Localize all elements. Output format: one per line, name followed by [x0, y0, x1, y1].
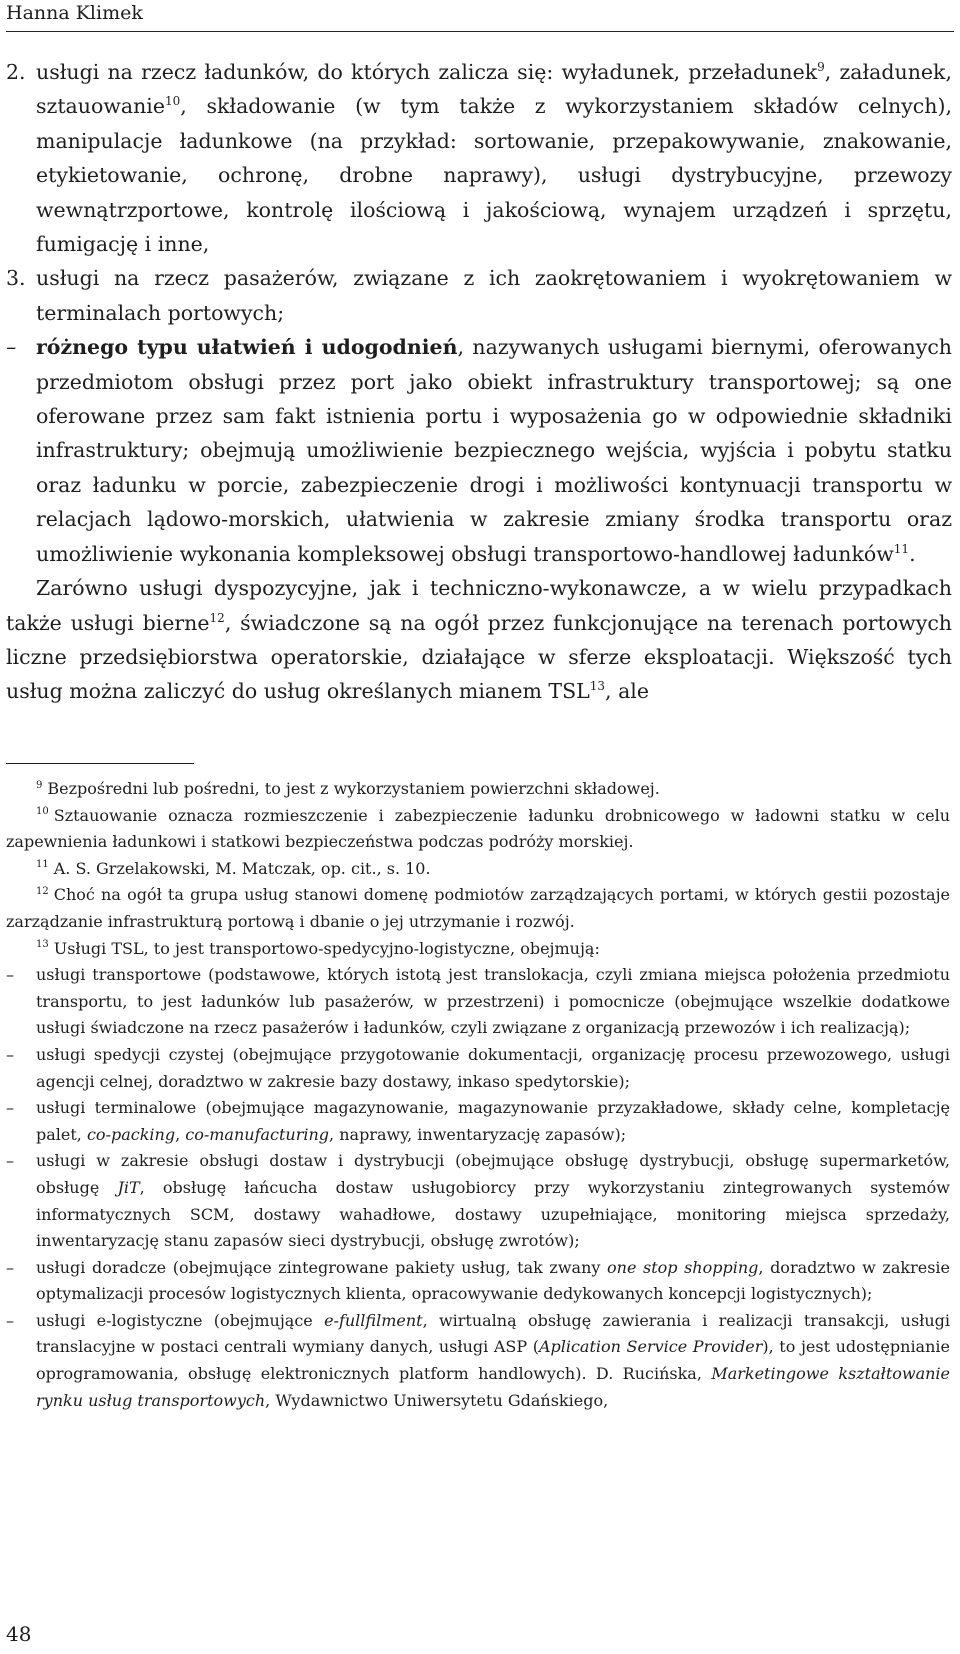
footnote-9	[6, 776, 950, 803]
tsl-italic-term: e-fullfilment	[324, 1310, 423, 1330]
dash-item-text: .	[909, 541, 916, 566]
list-text: , składowanie (w tym także z wykorzystaniem składów celnych), manipulacje ładunkowe (na przykład: sortowanie, przepakowywanie, znakowanie, etykietowanie, ochronę, drobne naprawy), usługi dystrybucyjne, przewozy wewnątrzportowe, kontrolę ilościową i jakościową, wynajem urządzeń i sprzętu, fumigację i inne,	[36, 94, 952, 257]
tsl-text: usługi spedycji czystej (obejmujące przygotowanie dokumentacji, organizację procesu przewozowego, usługi agencji celnej, doradztwo w zakresie bazy dostawy, inkaso spedytorskie);	[36, 1044, 950, 1091]
footnote-ref-12: 12	[209, 610, 225, 625]
tsl-italic-term: JiT	[117, 1177, 140, 1197]
tsl-italic-term: Aplication Service Provider	[538, 1337, 763, 1357]
tsl-italic-term: co-packing	[86, 1124, 176, 1144]
footnote-text: Bezpośredni lub pośredni, to jest z wykorzystaniem powierzchni składowej.	[47, 779, 660, 798]
footnote-ref-9: 9	[817, 60, 825, 75]
tsl-text: , doradztwo w zakresie optymalizacji procesów logistycznych klienta, opracowywanie dedykowanych koncepcji logistycznych);	[36, 1257, 950, 1304]
tsl-text: usługi e-logistyczne (obejmujące	[36, 1310, 325, 1330]
book-title: Marketingowe kształtowanie rynku usług transportowych	[36, 1364, 950, 1410]
footnote-number: 10	[36, 806, 49, 818]
tsl-item-consulting	[6, 1255, 950, 1308]
list-text: usługi na rzecz ładunków, do których zalicza się: wyładunek, przeładunek	[36, 60, 818, 84]
footnote-12	[6, 882, 950, 935]
footnote-ref-13: 13	[589, 679, 606, 694]
page-number: 48	[6, 1622, 32, 1646]
tsl-text: ), to jest udostępnianie oprogramowania, obsługę elektronicznych platform handlowych). D. Rucińska,	[36, 1337, 950, 1384]
tsl-text: usługi transportowe (podstawowe, których istotą jest translokacja, czyli zmiana miejsca położenia przedmiotu transportu, to jest ładunków lub pasażerów, w przestrzeni) i pomocnicze (obejmujące wszelkie dodatkowe usługi świadczone na rzecz pasażerów i ładunków, czyli związane z organizacją przewozów i ich realizacją);	[36, 965, 950, 1038]
tsl-item-distribution	[6, 1148, 950, 1254]
tsl-text: , obsługę łańcucha dostaw usługobiorcy przy wykorzystaniu zintegrowanych systemów informatycznych SCM, dostawy wahadłowe, dostawy uzupełniające, monitoring miejsca sprzedaży, inwentaryzację stanu zapasów sieci dystrybucji, obsługę zwrotów);	[36, 1177, 950, 1251]
footnote-11	[6, 856, 950, 883]
tsl-text: usługi terminalowe (obejmujące magazynowanie, magazynowanie przyzakładowe, składy celne, kompletację palet,	[36, 1098, 950, 1144]
list-text: , załadunek, sztauowanie	[36, 60, 952, 119]
tsl-text: , wirtualną obsługę zawierania i realizacji transakcji, usługi translacyjne w postaci centrali wymiany danych, usługi ASP (	[36, 1310, 951, 1357]
dash-bullet: –	[6, 1151, 14, 1171]
footnote-rule	[6, 763, 194, 764]
tsl-item-transport	[6, 962, 950, 1042]
tsl-text: usługi w zakresie obsługi dostaw i dystrybucji (obejmujące obsługę dystrybucji, obsługę supermarketów, obsługę	[36, 1151, 950, 1197]
list-text: usługi na rzecz pasażerów, związane z ich zaokrętowaniem i wyokrętowaniem w terminalach portowych;	[36, 266, 952, 325]
footnote-10	[6, 803, 950, 856]
list-number: 3.	[6, 266, 26, 291]
footnote-13	[6, 936, 950, 963]
tsl-item-terminal	[6, 1095, 950, 1148]
dash-bullet: –	[6, 965, 14, 985]
footnotes	[6, 776, 950, 1414]
footnote-number: 11	[36, 859, 49, 871]
tsl-text: usługi doradcze (obejmujące zintegrowane pakiety usług, tak zwany	[36, 1257, 607, 1277]
footnote-text: Choć na ogół ta grupa usług stanowi domenę podmiotów zarządzających portami, w których gestii pozostaje zarządzanie infrastrukturą portową i dbanie o jej utrzymanie i rozwój.	[6, 885, 950, 931]
header-rule	[6, 31, 954, 32]
paragraph-text: , ale	[605, 679, 649, 704]
footnote-number: 12	[36, 886, 49, 898]
tsl-item-forwarding	[6, 1042, 950, 1095]
dash-item-text: , nazywanych usługami biernymi, oferowanych przedmiotom obsługi przez port jako obiekt infrastruktury transportowej; są one oferowane przez sam fakt istnienia portu i wyposażenia go w odpowiednie składniki infrastruktury; obejmują umożliwienie bezpiecznego wejścia, wyjścia i pobytu statku oraz ładunku w porcie, zabezpieczenie drogi i możliwości kontynuacji transportu w relacjach lądowo-morskich, ułatwienia w zakresie zmiany środka transportu oraz umożliwienie wykonania kompleksowej obsługi transportowo-handlowej ładunków	[36, 335, 953, 566]
tsl-italic-term: co-manufacturing	[185, 1124, 330, 1144]
footnote-number: 9	[36, 779, 43, 791]
dash-bullet: –	[6, 1044, 14, 1064]
running-header-author: Hanna Klimek	[6, 2, 143, 24]
tsl-italic-term: one stop shopping	[607, 1257, 759, 1277]
tsl-text: , naprawy, inwentaryzację zapasów);	[329, 1124, 627, 1144]
paragraph-text: , świadczone są na ogół przez funkcjonujące na terenach portowych liczne przedsiębiorstwa operatorskie, działające w sferze eksploatacji. Większość tych usług można zaliczyć do usług określanych mianem TSL	[6, 610, 952, 704]
tsl-item-e-logistics	[6, 1308, 950, 1414]
list-item-2	[6, 55, 952, 261]
dash-item-passive-services	[6, 330, 952, 571]
list-number: 2.	[6, 60, 26, 84]
bold-term: różnego typu ułatwień i udogodnień	[36, 335, 458, 360]
list-item-3	[6, 261, 952, 330]
footnote-ref-11: 11	[893, 541, 910, 556]
paragraph-text: Zarówno usługi dyspozycyjne, jak i techniczno-wykonawcze, a w wielu przypadkach także usługi bierne	[6, 576, 952, 635]
dash-bullet: –	[6, 335, 17, 360]
footnote-number: 13	[36, 939, 49, 951]
dash-bullet: –	[6, 1310, 14, 1330]
main-text	[6, 55, 952, 709]
footnote-text: Usługi TSL, to jest transportowo-spedycyjno-logistyczne, obejmują:	[53, 938, 600, 958]
tsl-text: ,	[175, 1124, 186, 1144]
footnote-text: Sztauowanie oznacza rozmieszczenie i zabezpieczenie ładunku drobnicowego w ładowni statku w celu zapewnienia ładunkowi i statkowi bezpieczeństwa podczas podróży morskiej.	[6, 805, 950, 852]
body-paragraph	[6, 571, 952, 709]
footnote-text: A. S. Grzelakowski, M. Matczak, op. cit., s. 10.	[53, 858, 431, 878]
footnote-ref-10: 10	[165, 94, 181, 109]
tsl-text: , Wydawnictwo Uniwersytetu Gdańskiego,	[265, 1390, 609, 1410]
dash-bullet: –	[6, 1257, 14, 1277]
dash-bullet: –	[6, 1098, 14, 1118]
